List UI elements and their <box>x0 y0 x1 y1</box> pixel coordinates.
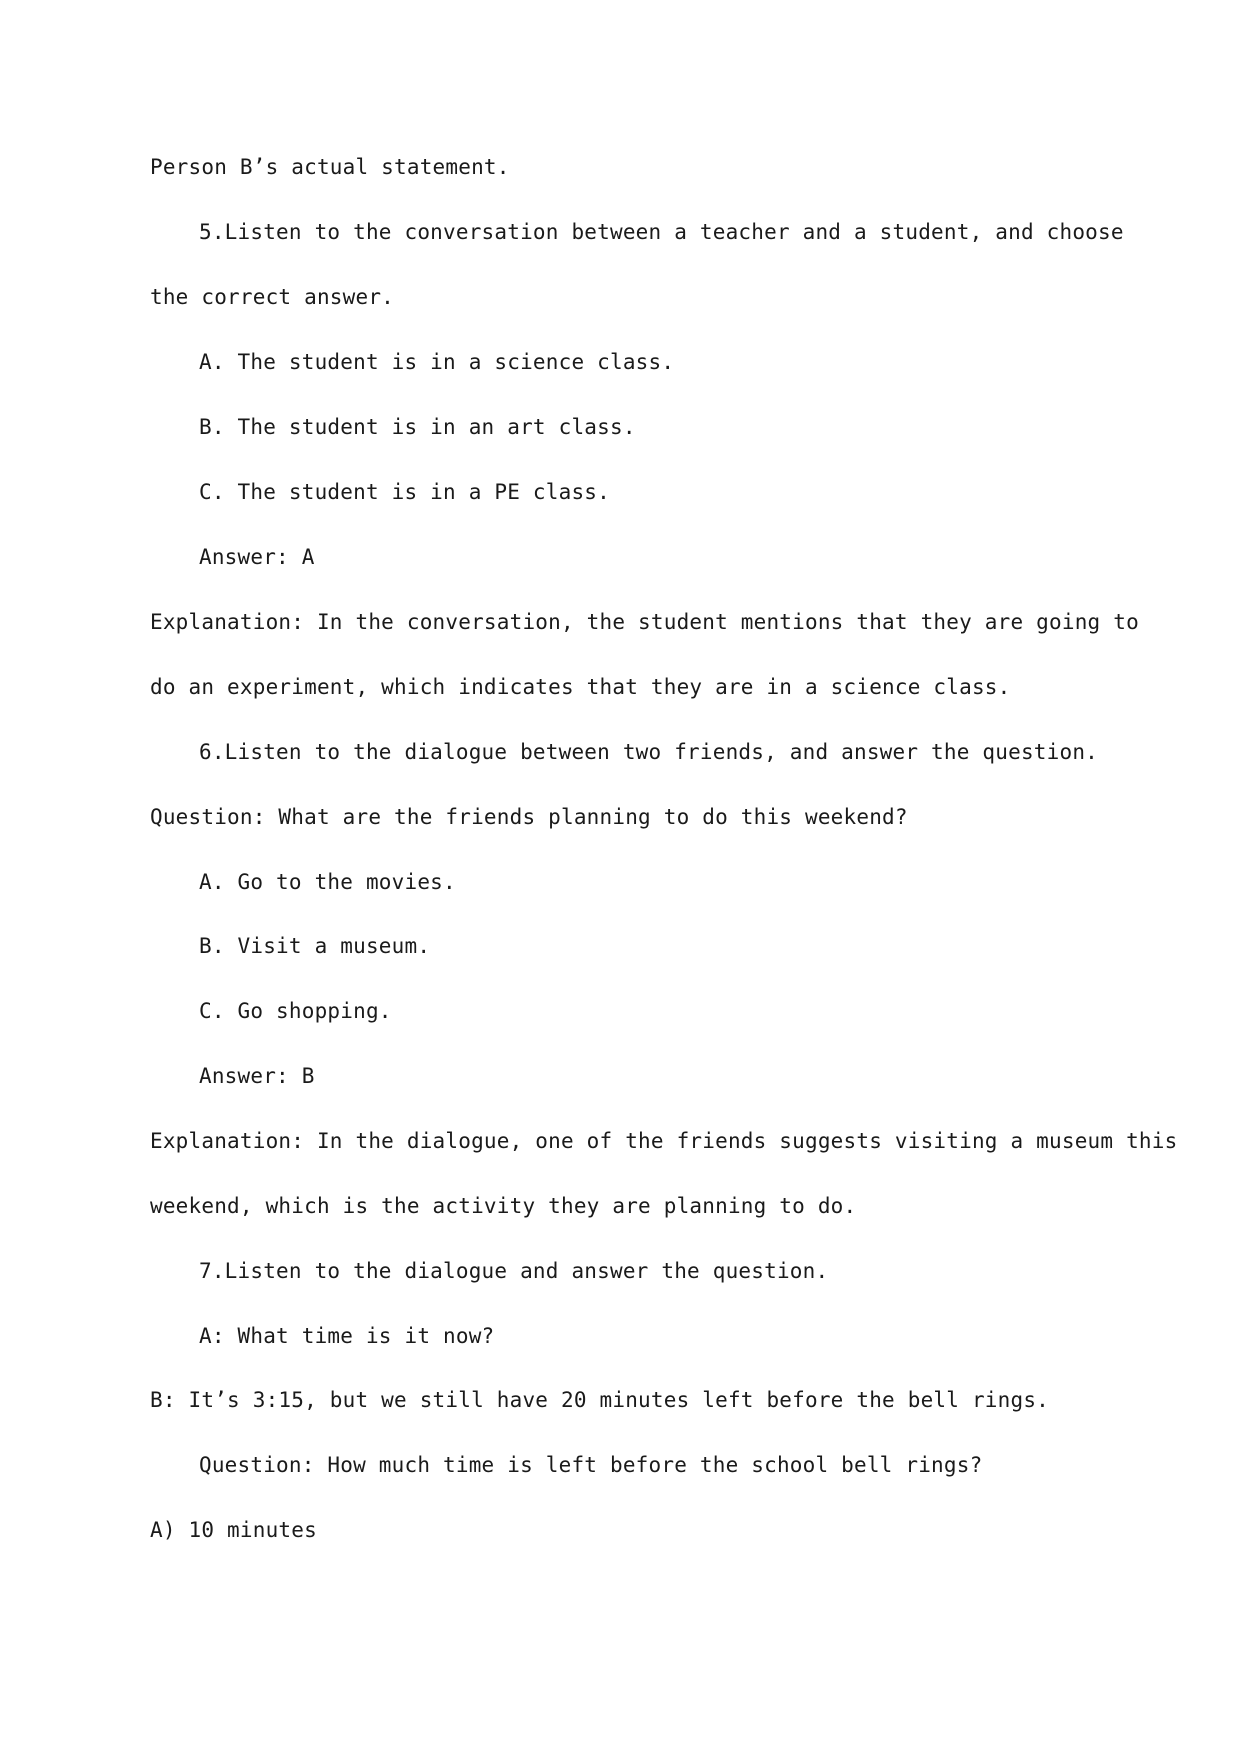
option-a: A. The student is in a science class. <box>199 350 675 374</box>
explanation-line: Explanation: In the conversation, the student mentions that they are going to <box>150 610 1139 634</box>
dialogue-line: B: It’s 3:15, but we still have 20 minutes left before the bell rings. <box>150 1388 1050 1412</box>
answer-line: Answer: A <box>199 545 315 569</box>
option-a: A) 10 minutes <box>150 1518 317 1542</box>
option-b: B. Visit a museum. <box>199 934 431 958</box>
answer-line: Answer: B <box>199 1064 315 1088</box>
question-line: Question: How much time is left before the school bell rings? <box>199 1453 983 1477</box>
explanation-line: do an experiment, which indicates that they are in a science class. <box>150 675 1011 699</box>
question-5-prompt: 5.Listen to the conversation between a teacher and a student, and choose <box>199 220 1124 244</box>
dialogue-line: A: What time is it now? <box>199 1324 495 1348</box>
option-c: C. Go shopping. <box>199 999 392 1023</box>
explanation-line: weekend, which is the activity they are planning to do. <box>150 1194 857 1218</box>
explanation-line: Explanation: In the dialogue, one of the friends suggests visiting a museum this <box>150 1129 1178 1153</box>
option-a: A. Go to the movies. <box>199 870 456 894</box>
question-line: Question: What are the friends planning to do this weekend? <box>150 805 908 829</box>
question-7-prompt: 7.Listen to the dialogue and answer the question. <box>199 1259 829 1283</box>
text-line: Person B’s actual statement. <box>150 155 510 179</box>
question-6-prompt: 6.Listen to the dialogue between two friends, and answer the question. <box>199 740 1099 764</box>
text-line: the correct answer. <box>150 285 395 309</box>
option-c: C. The student is in a PE class. <box>199 480 610 504</box>
option-b: B. The student is in an art class. <box>199 415 636 439</box>
